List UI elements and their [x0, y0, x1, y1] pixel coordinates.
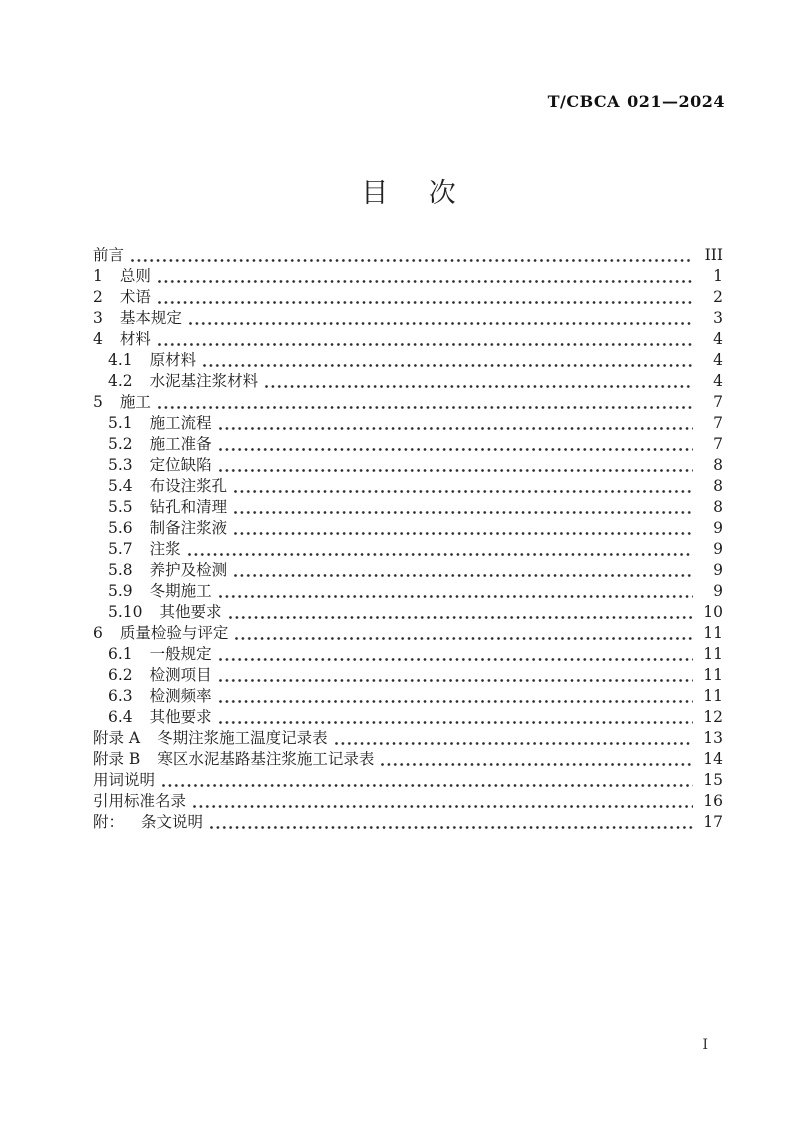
toc-entry-page: 9 [713, 582, 723, 600]
toc-entry-title: 一般规定 [149, 645, 212, 663]
toc-entry-page: 7 [713, 435, 723, 453]
toc-entry[interactable] [93, 602, 723, 623]
toc-entry[interactable] [93, 518, 723, 539]
toc-entry-page: 9 [713, 561, 723, 579]
toc-entry-title: 总则 [119, 267, 151, 285]
toc-entry-num: 2 [93, 288, 103, 306]
toc-entry-title: 冬期注浆施工温度记录表 [157, 729, 328, 747]
toc-dot-leader [219, 427, 693, 430]
toc-entry-title: 注浆 [149, 540, 181, 558]
toc-entry-page: 9 [713, 519, 723, 537]
toc-dot-leader [234, 490, 693, 493]
toc-dot-leader [235, 637, 693, 640]
toc-dot-leader [210, 826, 693, 829]
toc-entry-page: 4 [713, 351, 723, 369]
toc-entry-page: III [704, 246, 723, 264]
toc-entry-page: 10 [703, 603, 723, 621]
toc-entry-title: 寒区水泥基路基注浆施工记录表 [157, 750, 375, 768]
toc-list [93, 245, 723, 833]
toc-entry[interactable] [93, 665, 723, 686]
toc-entry-page: 17 [703, 813, 723, 831]
toc-entry[interactable] [93, 770, 723, 791]
toc-entry-title: 定位缺陷 [149, 456, 212, 474]
toc-dot-leader [193, 805, 693, 808]
toc-dot-leader [219, 595, 693, 598]
toc-entry-page: 8 [713, 498, 723, 516]
toc-entry[interactable] [93, 287, 723, 308]
toc-dot-leader [219, 469, 693, 472]
toc-dot-leader [219, 679, 693, 682]
toc-entry[interactable] [93, 266, 723, 287]
standard-code [548, 92, 725, 111]
toc-entry-num: 6.1 [108, 645, 133, 663]
toc-dot-leader [229, 616, 693, 619]
toc-entry-title: 用词说明 [93, 771, 156, 789]
toc-dot-leader [381, 763, 693, 766]
toc-entry-num: 4.1 [108, 351, 133, 369]
toc-dot-leader [335, 742, 693, 745]
toc-entry-num: 5.10 [108, 603, 143, 621]
standard-code-number: 021—2024 [627, 92, 725, 111]
toc-entry-num: 3 [93, 309, 103, 327]
toc-entry[interactable] [93, 728, 723, 749]
toc-entry-title: 布设注浆孔 [149, 477, 228, 495]
toc-entry-page: 8 [713, 456, 723, 474]
toc-entry-title: 钻孔和清理 [149, 498, 228, 516]
toc-entry-title: 前言 [93, 246, 125, 264]
toc-dot-leader [265, 385, 693, 388]
toc-entry-page: 13 [703, 729, 723, 747]
toc-entry[interactable] [93, 581, 723, 602]
toc-entry[interactable] [93, 707, 723, 728]
toc-dot-leader [219, 448, 693, 451]
toc-dot-leader [234, 511, 693, 514]
toc-entry-num: 5.3 [108, 456, 133, 474]
toc-entry-num: 1 [93, 267, 103, 285]
toc-dot-leader [158, 301, 693, 304]
toc-dot-leader [219, 700, 693, 703]
toc-dot-leader [188, 553, 693, 556]
toc-entry-page: 9 [713, 540, 723, 558]
toc-entry-page: 11 [703, 624, 723, 642]
toc-entry-num: 4 [93, 330, 103, 348]
toc-entry[interactable] [93, 413, 723, 434]
toc-entry-title: 原材料 [149, 351, 197, 369]
toc-entry-title: 冬期施工 [149, 582, 212, 600]
toc-entry-title: 引用标准名录 [93, 792, 187, 810]
toc-dot-leader [203, 364, 693, 367]
toc-entry[interactable] [93, 497, 723, 518]
toc-entry[interactable] [93, 371, 723, 392]
toc-dot-leader [162, 784, 693, 787]
toc-entry-num: 5.9 [108, 582, 133, 600]
toc-entry-num: 5.8 [108, 561, 133, 579]
toc-dot-leader [234, 532, 693, 535]
toc-dot-leader [234, 574, 693, 577]
toc-entry-num: 5.6 [108, 519, 133, 537]
toc-dot-leader [158, 406, 693, 409]
standard-code-prefix: T/CBCA [547, 92, 621, 111]
toc-entry-page: 7 [713, 414, 723, 432]
toc-entry[interactable] [93, 749, 723, 770]
toc-entry[interactable] [93, 329, 723, 350]
toc-entry-num: 6.2 [108, 666, 133, 684]
toc-entry-title: 质量检验与评定 [119, 624, 229, 642]
toc-entry-num: 附录 A [93, 729, 141, 747]
toc-entry[interactable] [93, 434, 723, 455]
toc-entry-title: 其他要求 [159, 603, 222, 621]
toc-entry[interactable] [93, 539, 723, 560]
toc-entry-page: 8 [713, 477, 723, 495]
toc-entry-page: 15 [703, 771, 723, 789]
toc-entry[interactable] [93, 350, 723, 371]
toc-entry-num: 5.4 [108, 477, 133, 495]
toc-entry-title: 基本规定 [119, 309, 182, 327]
toc-entry-page: 12 [703, 708, 723, 726]
toc-entry-num: 6.3 [108, 687, 133, 705]
toc-entry[interactable] [93, 560, 723, 581]
toc-entry[interactable] [93, 392, 723, 413]
toc-entry-title: 养护及检测 [149, 561, 228, 579]
toc-entry[interactable] [93, 644, 723, 665]
toc-entry-title: 检测频率 [149, 687, 212, 705]
toc-dot-leader [189, 322, 693, 325]
toc-entry-page: 16 [703, 792, 723, 810]
toc-entry[interactable] [93, 308, 723, 329]
toc-entry-title: 水泥基注浆材料 [149, 372, 259, 390]
footer-page-number: I [702, 1037, 708, 1053]
toc-dot-leader [131, 259, 693, 262]
toc-entry-num: 6 [93, 624, 103, 642]
toc-entry-page: 11 [703, 666, 723, 684]
toc-entry[interactable] [93, 686, 723, 707]
toc-entry-num: 4.2 [108, 372, 133, 390]
toc-entry-num: 5 [93, 393, 103, 411]
toc-entry-title: 其他要求 [149, 708, 212, 726]
toc-entry-page: 11 [703, 687, 723, 705]
toc-entry-num: 6.4 [108, 708, 133, 726]
toc-entry-page: 2 [713, 288, 723, 306]
toc-entry-title: 术语 [119, 288, 151, 306]
toc-entry-num: 5.2 [108, 435, 133, 453]
toc-entry-page: 11 [703, 645, 723, 663]
toc-entry-num: 5.5 [108, 498, 133, 516]
page-title: 目 次 [361, 178, 457, 209]
toc-entry-page: 4 [713, 330, 723, 348]
toc-entry[interactable] [93, 245, 723, 266]
toc-entry[interactable] [93, 812, 723, 833]
toc-entry-page: 7 [713, 393, 723, 411]
toc-dot-leader [158, 343, 693, 346]
toc-entry-title: 施工流程 [149, 414, 212, 432]
toc-entry-num: 附： [93, 813, 125, 831]
toc-dot-leader [158, 280, 693, 283]
toc-entry-page: 3 [713, 309, 723, 327]
toc-entry-title: 材料 [119, 330, 151, 348]
toc-entry-title: 条文说明 [141, 813, 204, 831]
toc-entry[interactable] [93, 791, 723, 812]
toc-entry-title: 检测项目 [149, 666, 212, 684]
toc-entry-num: 5.1 [108, 414, 133, 432]
toc-dot-leader [219, 658, 693, 661]
toc-entry-title: 施工 [119, 393, 151, 411]
toc-entry-num: 5.7 [108, 540, 133, 558]
toc-entry-title: 制备注浆液 [149, 519, 228, 537]
toc-entry[interactable] [93, 455, 723, 476]
toc-entry-num: 附录 B [93, 750, 141, 768]
toc-entry[interactable] [93, 476, 723, 497]
toc-entry[interactable] [93, 623, 723, 644]
toc-entry-page: 1 [713, 267, 723, 285]
toc-dot-leader [219, 721, 693, 724]
toc-entry-title: 施工准备 [149, 435, 212, 453]
toc-entry-page: 4 [713, 372, 723, 390]
toc-entry-page: 14 [703, 750, 723, 768]
